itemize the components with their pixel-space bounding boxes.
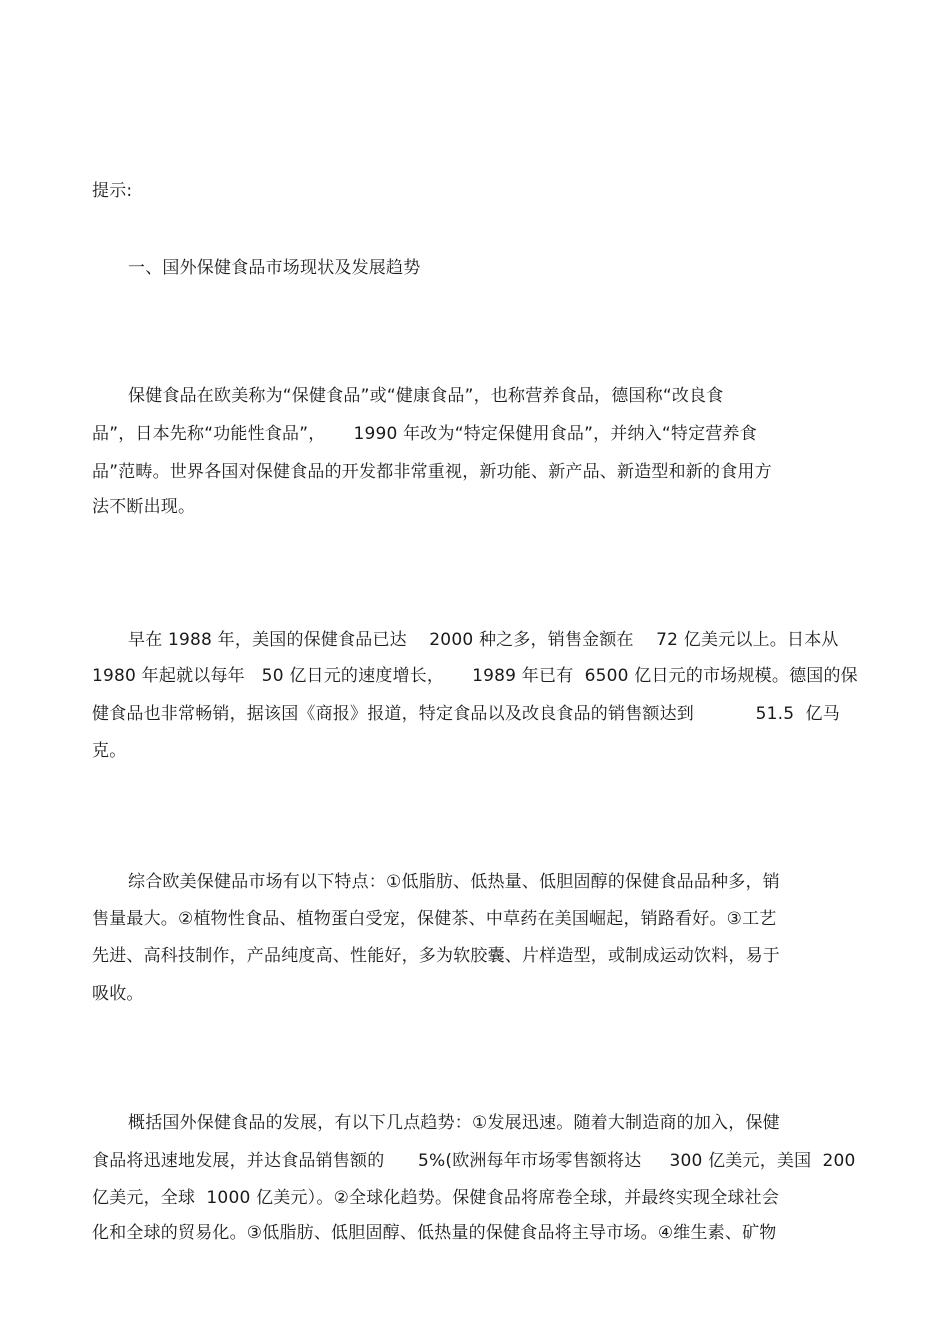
paragraph-line: 综合欧美保健品市场有以下特点：①低脂肪、低热量、低胆固醇的保健食品品种多，销 (128, 872, 780, 892)
paragraph-line: 保健食品在欧美称为“保健食品”或“健康食品”，也称营养食品，德国称“改良食 (128, 386, 724, 406)
paragraph-line: 售量最大。②植物性食品、植物蛋白受宠，保健茶、中草药在美国崛起，销路看好。③工艺 (92, 909, 777, 929)
paragraph-line: 化和全球的贸易化。③低脂肪、低胆固醇、低热量的保健食品将主导市场。④维生素、矿物 (92, 1223, 777, 1243)
paragraph-line: 吸收。 (92, 984, 144, 1004)
paragraph-line: 克。 (92, 741, 127, 761)
paragraph-line: 食品将迅速地发展，并达食品销售额的 5%(欧洲每年市场零售额将达 300 亿美元，美国 200 (92, 1151, 856, 1171)
hint-label: 提示: (92, 181, 133, 201)
paragraph-line: 概括国外保健食品的发展，有以下几点趋势：①发展迅速。随着大制造商的加入，保健 (128, 1113, 780, 1133)
paragraph-line: 法不断出现。 (92, 497, 196, 517)
paragraph-line: 早在 1988 年，美国的保健食品已达 2000 种之多，销售金额在 72 亿美元以上。日本从 (128, 630, 839, 650)
paragraph-line: 1980 年起就以每年 50 亿日元的速度增长， 1989 年已有 6500 亿日元的市场规模。德国的保 (92, 666, 858, 686)
section-heading: 一、国外保健食品市场现状及发展趋势 (128, 258, 421, 278)
paragraph-line: 品”，日本先称“功能性食品”， 1990 年改为“特定保健用食品”，并纳入“特定营养食 (92, 424, 757, 444)
paragraph-line: 先进、高科技制作，产品纯度高、性能好，多为软胶囊、片样造型，或制成运动饮料，易于 (92, 946, 780, 966)
paragraph-line: 亿美元，全球 1000 亿美元）。②全球化趋势。保健食品将席卷全球，并最终实现全球社会 (92, 1188, 780, 1208)
paragraph-line: 健食品也非常畅销，据该国《商报》报道，特定食品以及改良食品的销售额达到 51.5 亿马 (92, 704, 840, 724)
paragraph-line: 品”范畴。世界各国对保健食品的开发都非常重视，新功能、新产品、新造型和新的食用方 (92, 462, 772, 482)
